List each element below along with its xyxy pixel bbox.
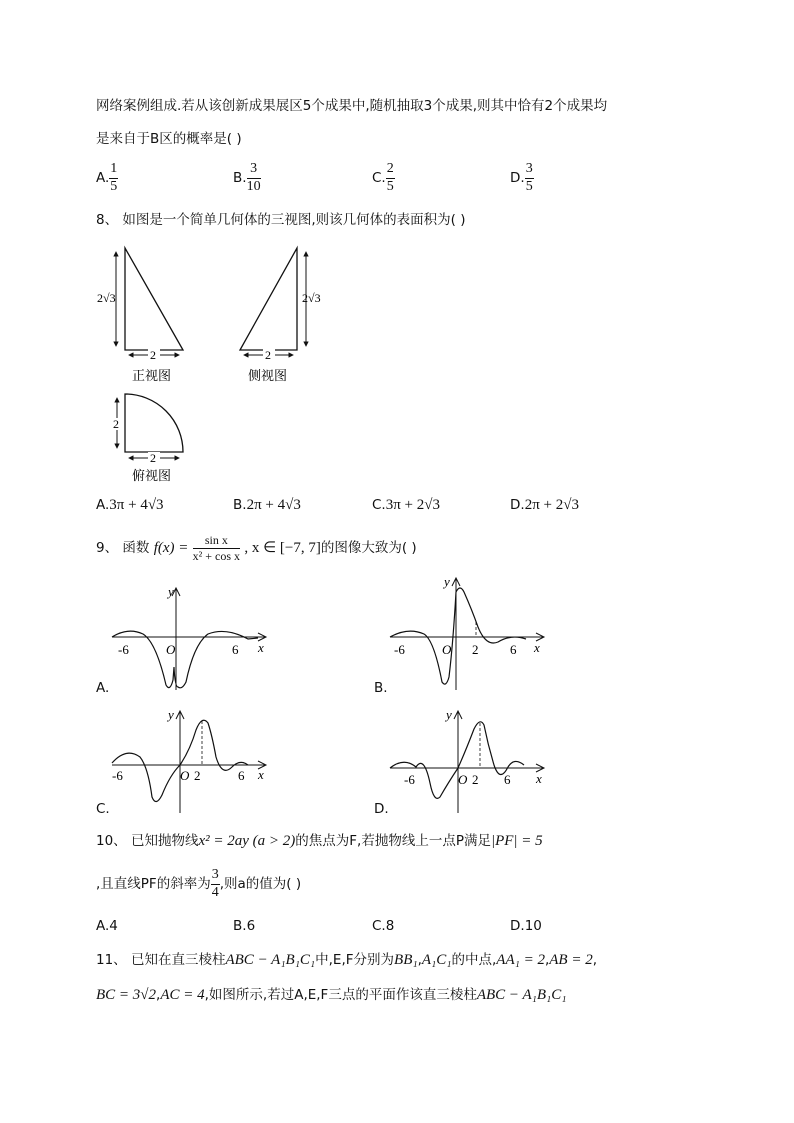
q11-stem-line1: 11、 已知在直三棱柱ABC − A₁B₁C₁中,E,F分别为BB₁,A₁C₁的中点,AA₁ = 2,AB = 2, [96,952,597,968]
q11-stem-line2: BC = 3√2,AC = 4,如图所示,若过A,E,F三点的平面作该直三棱柱ABC − A₁B₁C₁ [96,987,567,1003]
q9-function-fraction: $\frac{\text{sin x}}{\text{x² + cos x}}$ [192,533,241,563]
top-view-height-label: 2 [113,417,119,431]
q9-stem: 9、 函数 f(x) = $\frac{\text{sin x}}{\text{x² + cos x}}$ , x ∈ [−7, 7]的图像大致为( ) [96,533,417,563]
q7-option-d[interactable]: D. $\frac{3}{5}$ [510,161,533,194]
side-view-base-label: 2 [265,348,271,362]
svg-text:O: O [166,642,176,657]
svg-text:y: y [444,574,450,589]
q9-graph-a [108,582,268,692]
side-view-triangle [240,248,297,350]
svg-text:-6: -6 [118,642,129,657]
svg-text:6: 6 [504,772,511,787]
svg-text:x: x [536,771,542,786]
front-view-height-label: 2√3 [97,291,116,305]
q8-stem: 8、 如图是一个简单几何体的三视图,则该几何体的表面积为( ) [96,212,466,228]
svg-text:y: y [446,707,452,722]
side-view [240,248,321,383]
q7-stem-line2: 是来自于B区的概率是( ) [96,131,242,147]
svg-text:x: x [534,640,540,655]
top-view-quarter-circle [125,394,183,452]
q8-three-views [90,240,350,490]
q9-graph-c-label[interactable]: C. [96,801,110,817]
q10-slope-fraction: $\frac{3}{4}$ [211,867,219,900]
q8-option-b[interactable]: B.2π + 4√3 [233,497,301,513]
svg-text:x: x [258,767,264,782]
q7-option-d-fraction: $\frac{3}{5}$ [525,161,533,194]
top-view-base-label: 2 [150,451,156,465]
q10-option-c[interactable]: C.8 [372,918,395,934]
q7-stem-line1: 网络案例组成.若从该创新成果展区5个成果中,随机抽取3个成果,则其中恰有2个成果均 [96,98,608,114]
q9-graph-d [386,705,546,815]
svg-text:6: 6 [238,768,245,783]
top-view-caption: 俯视图 [132,468,172,483]
top-view [112,394,183,483]
svg-text:y: y [168,584,174,599]
q9-graph-a-label[interactable]: A. [96,680,110,696]
svg-text:2: 2 [472,642,479,657]
q10-option-d[interactable]: D.10 [510,918,542,934]
side-view-caption: 侧视图 [248,368,288,383]
svg-text:-6: -6 [394,642,405,657]
q7-option-b-fraction: $\frac{3}{10}$ [246,161,261,194]
q7-option-c[interactable]: C. $\frac{2}{5}$ [372,161,394,194]
q7-option-a-fraction: $\frac{1}{5}$ [110,161,118,194]
svg-text:O: O [180,768,190,783]
q7-option-a[interactable]: A. $\frac{1}{5}$ [96,161,118,194]
side-view-height-label: 2√3 [302,291,321,305]
q7-option-b[interactable]: B. $\frac{3}{10}$ [233,161,261,194]
q10-stem-line1: 10、 已知抛物线x² = 2ay (a > 2)的焦点为F,若抛物线上一点P满足|PF| = 5 [96,833,543,849]
svg-text:-6: -6 [112,768,123,783]
q9-graph-b [386,572,546,692]
q10-option-a[interactable]: A.4 [96,918,118,934]
svg-text:-6: -6 [404,772,415,787]
q10-option-b[interactable]: B.6 [233,918,256,934]
svg-text:y: y [168,707,174,722]
q8-option-c[interactable]: C.3π + 2√3 [372,497,440,513]
svg-text:6: 6 [232,642,239,657]
q9-graph-c [108,705,268,815]
svg-text:6: 6 [510,642,517,657]
front-view-base-label: 2 [150,348,156,362]
svg-text:x: x [258,640,264,655]
front-view-triangle [125,248,183,350]
q9-graph-b-label[interactable]: B. [374,680,388,696]
svg-text:O: O [442,642,452,657]
q7-option-c-fraction: $\frac{2}{5}$ [386,161,394,194]
front-view-caption: 正视图 [132,368,172,383]
q8-option-a[interactable]: A.3π + 4√3 [96,497,164,513]
q9-graph-d-label[interactable]: D. [374,801,389,817]
front-view [97,248,183,383]
q8-option-d[interactable]: D.2π + 2√3 [510,497,579,513]
svg-text:O: O [458,772,468,787]
svg-text:2: 2 [472,772,479,787]
q10-stem-line2: ,且直线PF的斜率为 $\frac{3}{4}$ ,则a的值为( ) [96,867,302,900]
svg-text:2: 2 [194,768,201,783]
